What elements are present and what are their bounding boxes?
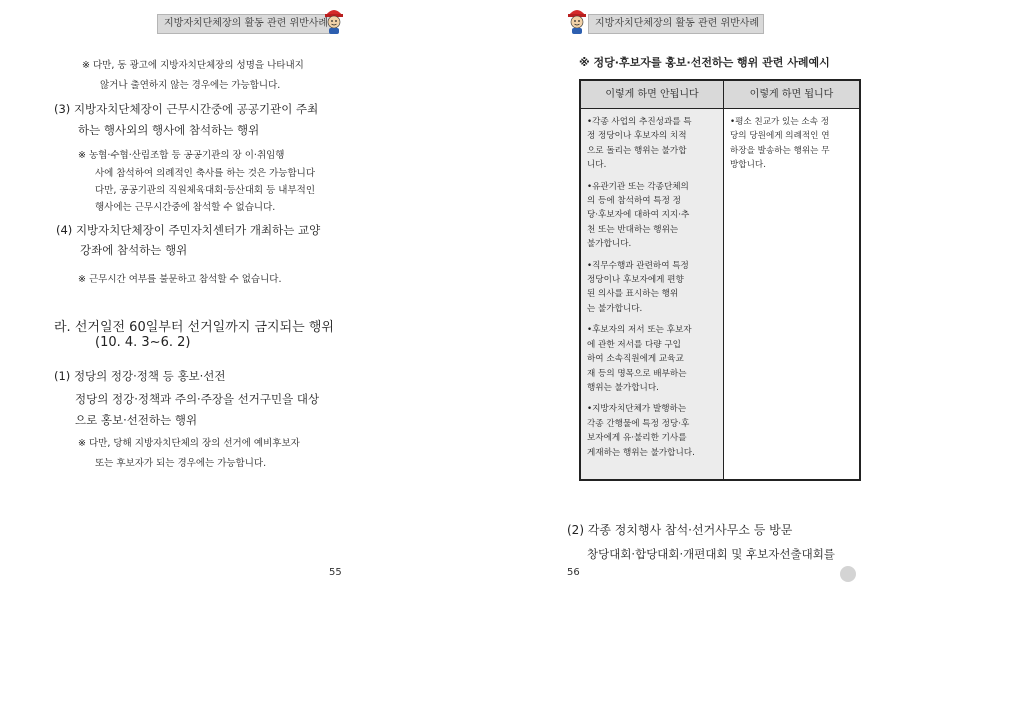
table-cell-line: 행위는 불가합니다. xyxy=(587,382,659,393)
column-divider xyxy=(723,81,724,479)
left-text-line: ※ 다만, 동 광고에 지방자치단체장의 성명을 나타내지 xyxy=(82,60,304,71)
right-text-line: (2) 각종 정치행사 참석·선거사무소 등 방문 xyxy=(567,523,793,537)
table-cell-line: 의 등에 참석하여 특정 정 xyxy=(587,196,681,207)
left-text-line: ※ 다만, 당해 지방자치단체의 장의 선거에 예비후보자 xyxy=(78,438,300,449)
left-text-line: (3) 지방자치단체장이 근무시간중에 공공기관이 주최 xyxy=(54,102,319,116)
table-cell-line: 불가합니다. xyxy=(587,239,632,250)
left-text-line: 하는 행사외의 행사에 참석하는 행위 xyxy=(78,123,260,137)
left-section-heading: (10. 4. 3~6. 2) xyxy=(95,335,191,350)
table-cell-line: •직무수행과 관련하여 특정 xyxy=(587,260,689,271)
table-title: ※ 정당·후보자를 홍보·선전하는 행위 관련 사례예시 xyxy=(579,56,830,69)
table-cell-line: •지방자치단체가 발행하는 xyxy=(587,404,687,415)
mascot-icon xyxy=(323,4,345,34)
left-text-line: (1) 정당의 정강·정책 등 홍보·선전 xyxy=(54,369,226,383)
table-cell-line: 는 불가합니다. xyxy=(587,303,643,314)
table-header-not-allowed: 이렇게 하면 안됩니다 xyxy=(581,81,723,109)
right-text-line: 창당대회·합당대회·개편대회 및 후보자선출대회를 xyxy=(587,547,835,561)
table-cell-line: •유관기관 또는 각종단체의 xyxy=(587,181,689,192)
table-cell-line: 하장을 발송하는 행위는 무 xyxy=(730,145,830,156)
table-cell-line: 으로 돌리는 행위는 불가합 xyxy=(587,145,687,156)
table-cell-line: 보자에게 유·불리한 기사를 xyxy=(587,433,687,444)
page-number: 55 xyxy=(329,567,342,578)
left-section-heading: 라. 선거일전 60일부터 선거일까지 금지되는 행위 xyxy=(54,320,334,335)
left-text-line: 으로 홍보·선전하는 행위 xyxy=(75,413,198,427)
table-cell-line: 방합니다. xyxy=(730,160,766,171)
table-cell-line: 니다. xyxy=(587,160,607,171)
table-cell-line: 게재하는 행위는 불가합니다. xyxy=(587,447,695,458)
table-cell-line: 에 관한 저서를 다량 구입 xyxy=(587,339,681,350)
table-cell-line xyxy=(587,252,695,259)
table-header-allowed: 이렇게 하면 됩니다 xyxy=(724,81,859,109)
left-text-line: 강좌에 참석하는 행위 xyxy=(80,243,188,257)
table-cell-line: 하여 소속직원에게 교육교 xyxy=(587,354,684,365)
case-example-table xyxy=(579,79,861,481)
left-text-line: ※ 근무시간 여부를 불문하고 참석할 수 없습니다. xyxy=(78,274,282,285)
left-page-header: 지방자치단체장의 활동 관련 위반사례 xyxy=(157,14,337,34)
table-cell-line: 된 의사를 표시하는 행위 xyxy=(587,289,679,300)
table-cell-line: 재 등의 명목으로 배부하는 xyxy=(587,368,687,379)
right-page-header: 지방자치단체장의 활동 관련 위반사례 xyxy=(588,14,764,34)
page-nav-circle[interactable] xyxy=(840,566,856,582)
not-allowed-cell xyxy=(587,115,695,460)
left-text-line: 다만, 공공기관의 직원체육대회·등산대회 등 내부적인 xyxy=(95,185,316,196)
table-cell-line xyxy=(587,173,695,180)
left-text-line: (4) 지방자치단체장이 주민자치센터가 개최하는 교양 xyxy=(56,223,321,237)
table-cell-line: 정 정당이나 후보자의 치적 xyxy=(587,131,687,142)
table-cell-line: 당·후보자에 대하여 지지·추 xyxy=(587,210,690,221)
table-cell-line: •각종 사업의 추진성과를 특 xyxy=(587,117,692,127)
table-cell-line: •평소 친교가 있는 소속 정 xyxy=(730,117,830,127)
left-text-line: 않거나 출연하지 않는 경우에는 가능합니다. xyxy=(100,80,281,91)
left-text-line: 사에 참석하여 의례적인 축사를 하는 것은 가능합니다 xyxy=(95,168,316,179)
table-cell-line: •후보자의 저서 또는 후보자 xyxy=(587,325,692,336)
left-text-line: 정당의 정강·정책과 주의·주장을 선거구민을 대상 xyxy=(75,392,320,406)
table-cell-line: 정당이나 후보자에게 편향 xyxy=(587,275,684,286)
table-cell-line: 천 또는 반대하는 행위는 xyxy=(587,224,679,235)
allowed-cell xyxy=(730,115,830,173)
table-cell-line: 각종 간행물에 특정 정당·후 xyxy=(587,418,690,429)
left-text-line: 행사에는 근무시간중에 참석할 수 없습니다. xyxy=(95,202,276,213)
table-cell-line xyxy=(587,395,695,402)
table-cell-line xyxy=(587,316,695,323)
left-text-line: 또는 후보자가 되는 경우에는 가능합니다. xyxy=(95,458,267,469)
page-number: 56 xyxy=(567,567,580,578)
mascot-icon xyxy=(566,4,588,34)
table-cell-line: 당의 당원에게 의례적인 연 xyxy=(730,131,830,142)
left-text-line: ※ 농협·수협·산림조합 등 공공기관의 장 이·취임행 xyxy=(78,150,285,161)
